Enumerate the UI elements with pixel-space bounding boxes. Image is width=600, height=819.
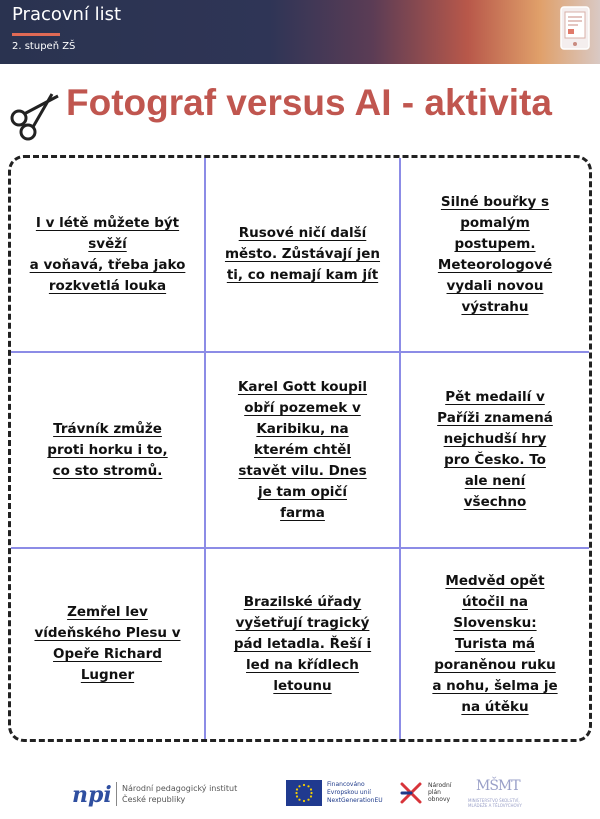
card-grid [8,155,592,742]
eu-funding-text: Financováno Evropskou unií NextGenerationEU [327,781,383,804]
card-3[interactable] [401,158,589,351]
scissors-icon [8,88,62,142]
header-banner [0,0,600,64]
page-title: Fotograf versus AI - aktivita [66,82,552,123]
card-2-text: Rusové ničí další město. Zůstávají jen ti, co nemají kam jít [224,225,381,283]
card-9[interactable] [401,549,589,739]
card-7-text: Zemřel lev vídeňského Plesu v Opeře Richard Lugner [34,604,181,683]
card-8-text: Brazilské úřady vyšetřují tragický pád letadla. Řeší i led na křídlech letounu [233,593,372,694]
footer-logos [0,770,600,815]
header-underline [12,33,60,36]
npi-institution-text: Národní pedagogický institut České republiky [122,784,238,804]
eu-flag-icon [286,780,322,806]
card-5-text: Karel Gott koupil obří pozemek v Karibiku, na kterém chtěl stavět vilu. Dnes je tam opičí farma [237,378,368,521]
card-2[interactable] [206,158,399,351]
header-title: Pracovní list [12,4,122,25]
card-1-text: I v létě můžete být svěží a voňavá, třeba jako rozkvetlá louka [29,214,186,294]
npo-text: Národní plán obnovy [428,782,452,803]
card-4[interactable] [11,353,204,547]
npi-separator [116,782,117,806]
msmt-text: MINISTERSTVO ŠKOLSTVÍ, MLÁDEŽE A TĚLOVÝCHOVY [468,798,522,808]
card-4-text: Trávník zmůže proti horku i to, co sto stromů. [47,420,168,479]
card-3-text: Silné bouřky s pomalým postupem. Meteorologové vydali novou výstrahu [437,193,553,315]
card-9-text: Medvěd opět útočil na Slovensku: Turista má poraněnou ruku a nohu, šelma je na útěku [432,572,558,715]
card-6[interactable] [401,353,589,547]
header-subtitle: 2. stupeň ZŠ [12,41,76,52]
card-6-text: Pět medailí v Paříži znamená nejchudší hry pro Česko. To ale není všechno [437,389,553,510]
card-1[interactable] [11,158,204,351]
worksheet-tablet-icon [560,6,590,50]
npi-logo: npi [72,782,112,808]
npo-logo-icon [398,780,424,806]
msmt-logo: MŠMT [476,778,520,794]
card-5[interactable] [206,353,399,547]
card-7[interactable] [11,549,204,739]
card-8[interactable] [206,549,399,739]
